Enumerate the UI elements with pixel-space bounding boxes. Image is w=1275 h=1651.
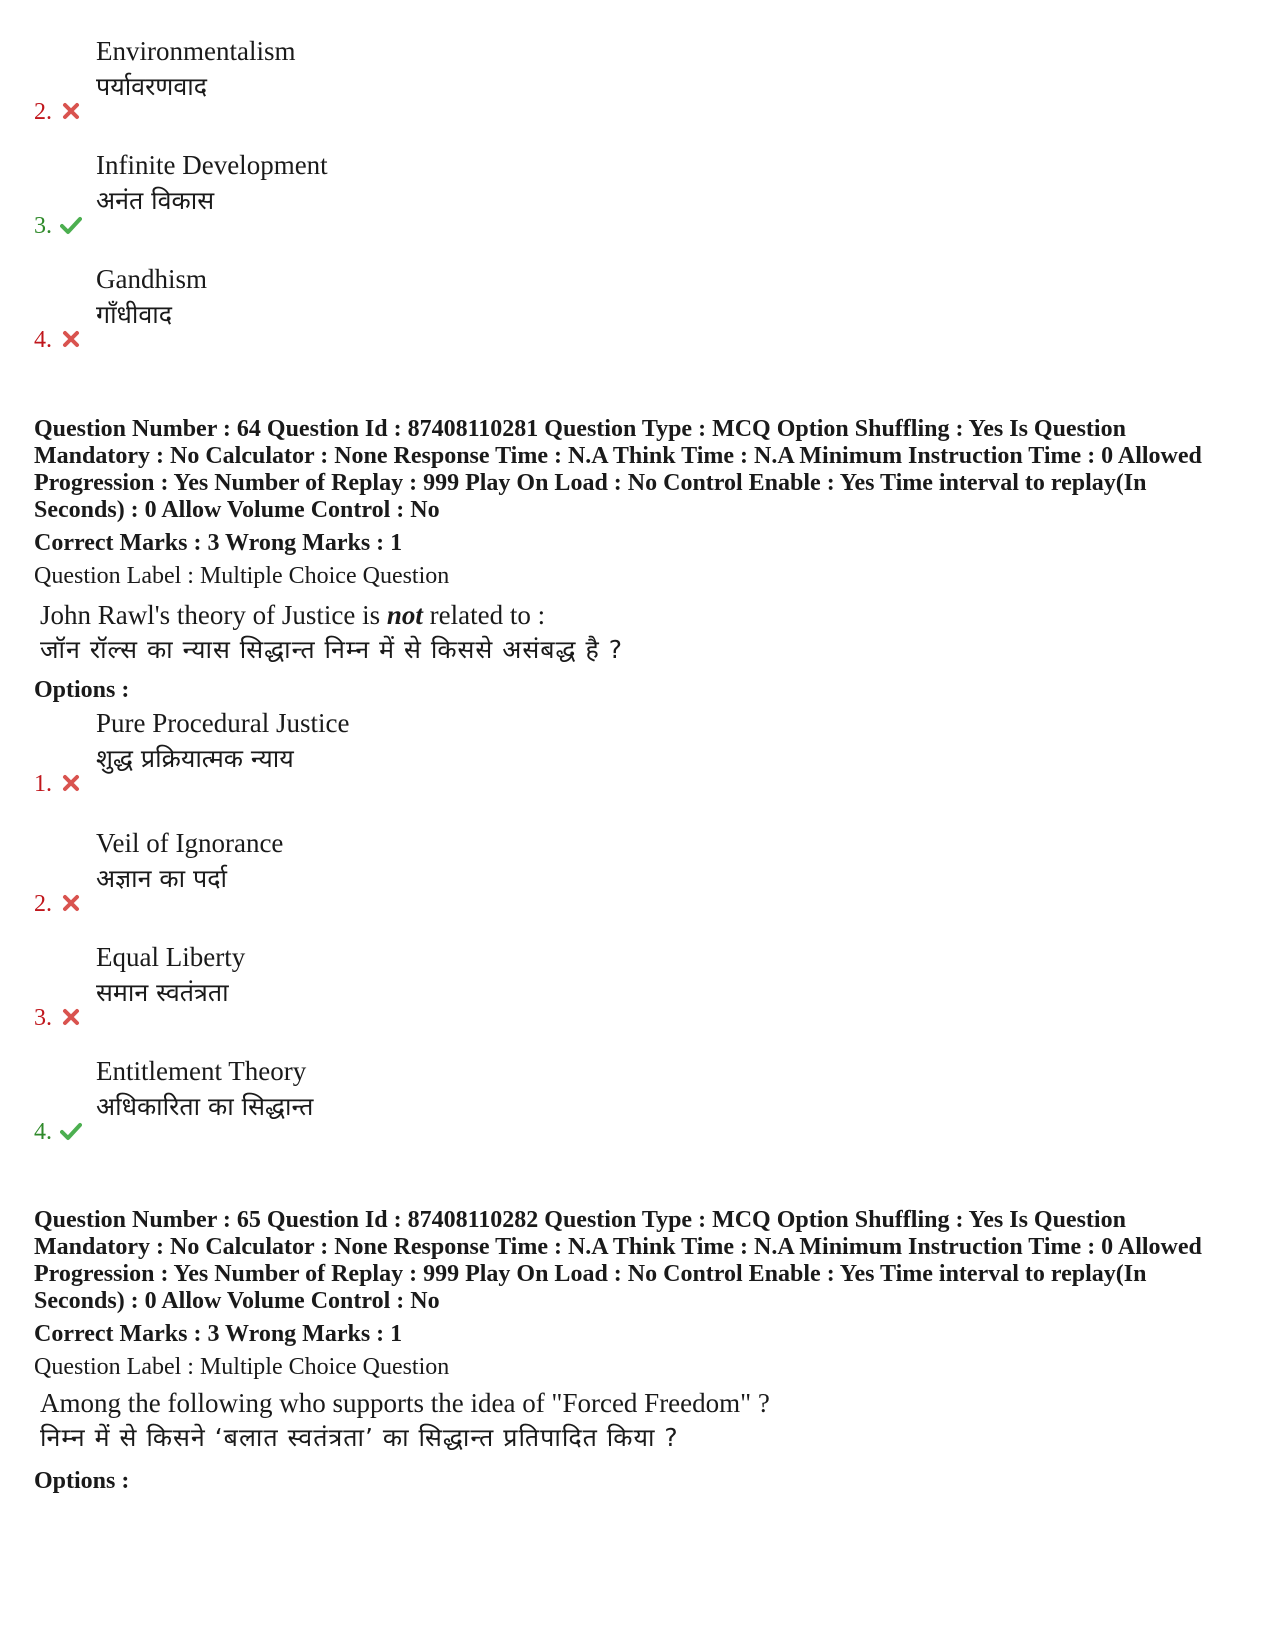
question-text-emphasis: not <box>386 600 423 630</box>
option-number: 3. <box>34 1005 52 1031</box>
cross-icon <box>60 773 82 793</box>
option-text-hi: पर्यावरणवाद <box>96 72 208 101</box>
question-64-text-hi: जॉन रॉल्स का न्यास सिद्धान्त निम्न में से किससे असंबद्ध है ? <box>40 635 623 664</box>
q64-option-1 <box>34 706 934 796</box>
checkmark-icon <box>60 215 82 235</box>
option-number: 1. <box>34 771 52 797</box>
option-text-hi: अनंत विकास <box>96 186 215 215</box>
question-64-options-label: Options : <box>34 677 130 703</box>
option-text-hi: शुद्ध प्रक्रियात्मक न्याय <box>96 744 294 773</box>
question-65-text-hi: निम्न में से किसने ‘बलात स्वतंत्रता’ का सिद्धान्त प्रतिपादित किया ? <box>40 1423 679 1452</box>
option-number: 2. <box>34 891 52 917</box>
q64-option-4 <box>34 1054 934 1144</box>
option-number: 3. <box>34 213 52 239</box>
option-4-prev <box>34 262 934 352</box>
question-64-label: Question Label : Multiple Choice Question <box>34 563 450 589</box>
option-number: 4. <box>34 1119 52 1145</box>
cross-icon <box>60 329 82 349</box>
question-65-text-en: Among the following who supports the idea of "Forced Freedom" ? <box>40 1388 770 1418</box>
option-text-en: Entitlement Theory <box>96 1056 307 1086</box>
option-text-hi: गाँधीवाद <box>96 300 173 329</box>
option-3-prev <box>34 148 934 238</box>
option-text-en: Gandhism <box>96 264 207 294</box>
option-number: 4. <box>34 327 52 353</box>
option-2-prev <box>34 34 934 124</box>
question-64-marks: Correct Marks : 3 Wrong Marks : 1 <box>34 530 403 556</box>
option-text-en: Environmentalism <box>96 36 296 66</box>
question-text-part: John Rawl's theory of Justice is <box>40 600 387 630</box>
question-65-options-label: Options : <box>34 1468 130 1494</box>
question-text-part: related to : <box>422 600 546 630</box>
option-text-en: Equal Liberty <box>96 942 246 972</box>
option-text-hi: अधिकारिता का सिद्धान्त <box>96 1092 314 1121</box>
question-65-label: Question Label : Multiple Choice Question <box>34 1354 450 1380</box>
option-text-en: Pure Procedural Justice <box>96 708 350 738</box>
cross-icon <box>60 101 82 121</box>
option-text-hi: समान स्वतंत्रता <box>96 978 229 1007</box>
question-64-metadata: Question Number : 64 Question Id : 87408110281 Question Type : MCQ Option Shuffling : Yes Is Question Mandatory : No Calculator : None Response Time : N.A Think Time : N.A Minimum Instruction Time : 0 Allowed Progression : Yes Number of Replay : 999 Play On Load : No Control Enable : Yes Time interval to replay(In Seconds) : 0 Allow Volume Control : No <box>34 416 1202 523</box>
q64-option-3 <box>34 940 934 1030</box>
cross-icon <box>60 1007 82 1027</box>
option-number: 2. <box>34 99 52 125</box>
question-65-marks: Correct Marks : 3 Wrong Marks : 1 <box>34 1321 403 1347</box>
question-64-text-en <box>40 598 545 632</box>
option-text-en: Infinite Development <box>96 150 328 180</box>
cross-icon <box>60 893 82 913</box>
option-text-en: Veil of Ignorance <box>96 828 284 858</box>
option-text-hi: अज्ञान का पर्दा <box>96 864 227 893</box>
checkmark-icon <box>60 1121 82 1141</box>
question-65-metadata: Question Number : 65 Question Id : 87408110282 Question Type : MCQ Option Shuffling : Yes Is Question Mandatory : No Calculator : None Response Time : N.A Think Time : N.A Minimum Instruction Time : 0 Allowed Progression : Yes Number of Replay : 999 Play On Load : No Control Enable : Yes Time interval to replay(In Seconds) : 0 Allow Volume Control : No <box>34 1207 1202 1314</box>
q64-option-2 <box>34 826 934 916</box>
